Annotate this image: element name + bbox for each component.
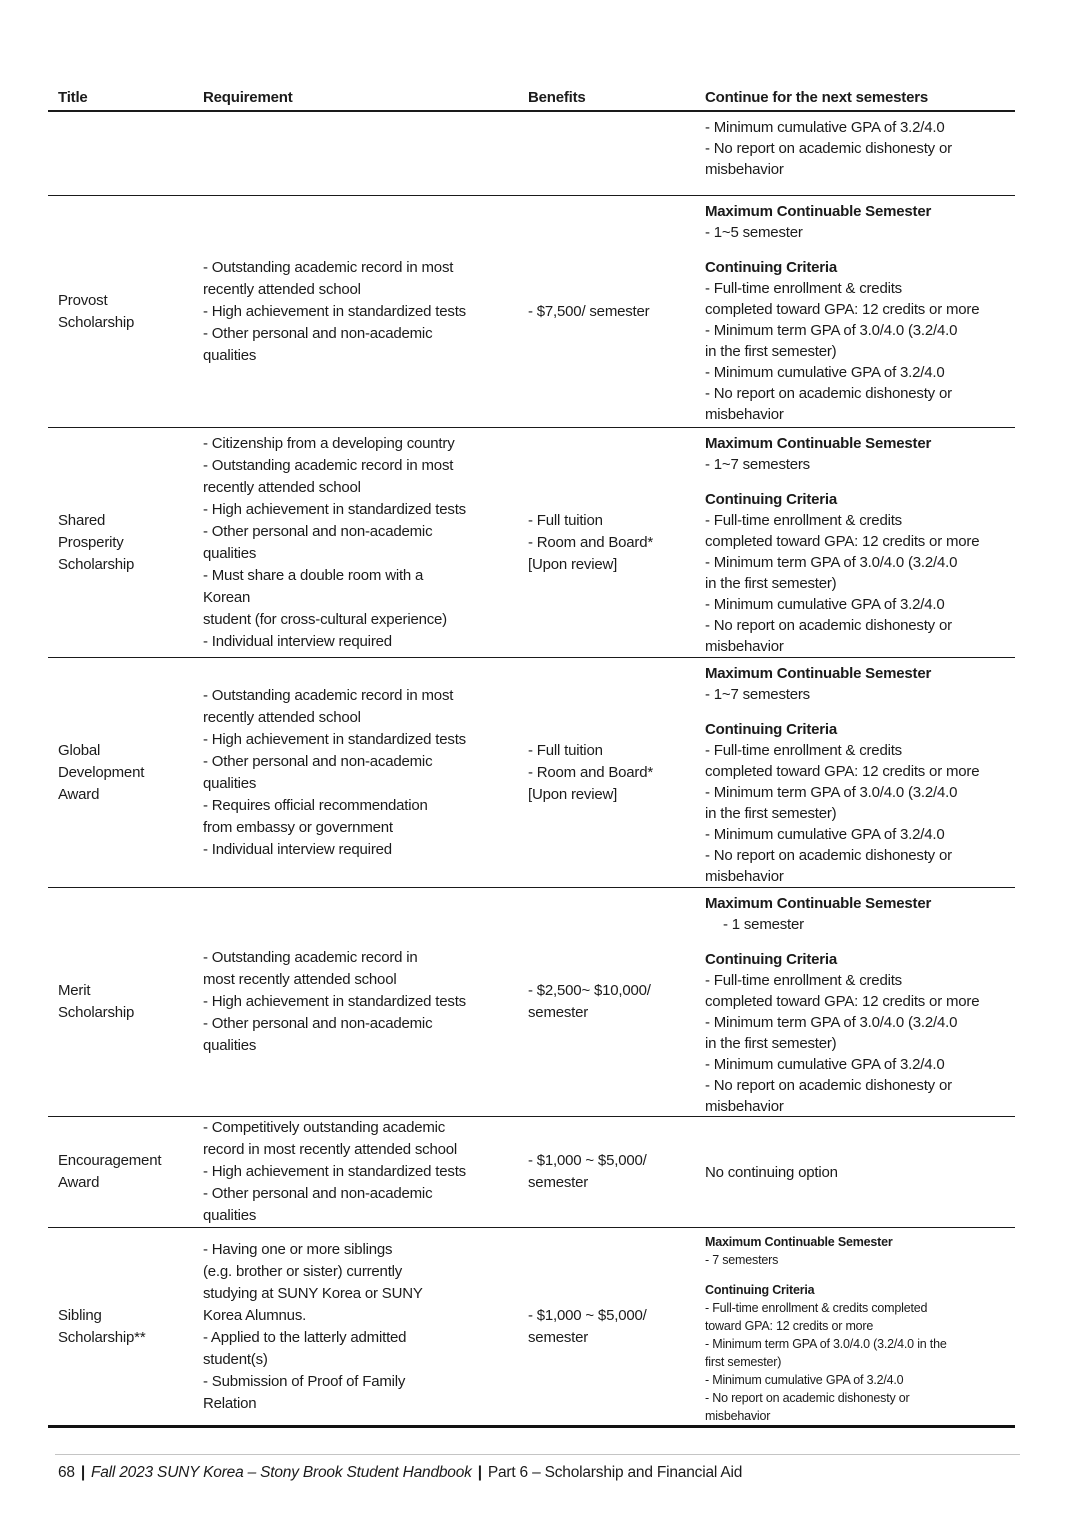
text-line: studying at SUNY Korea or SUNY [203, 1284, 423, 1302]
page-number: 68 [58, 1464, 75, 1481]
text-line [705, 1269, 1015, 1281]
requirement-cell [193, 196, 518, 427]
requirement-cell [193, 658, 518, 887]
table-row [48, 112, 1015, 196]
continue-cell [695, 1117, 1015, 1227]
title-cell [48, 1117, 193, 1227]
benefits-cell [518, 196, 695, 427]
text-line: - Minimum cumulative GPA of 3.2/4.0 [705, 826, 945, 843]
text-line: Maximum Continuable Semester [705, 203, 932, 220]
header-title: Title [58, 89, 88, 106]
text-line: - $1,000 ~ $5,000/ [528, 1152, 647, 1169]
text-line: qualities [203, 1037, 257, 1054]
footer-section: Part 6 – Scholarship and Financial Aid [487, 1464, 743, 1481]
text-line: - Applied to the latterly admitted [203, 1328, 407, 1346]
text-line: misbehavior [705, 1409, 771, 1423]
text-line: - Other personal and non-academic [203, 324, 433, 342]
text-line: - Outstanding academic record in most [203, 258, 454, 276]
text-line: - Minimum cumulative GPA of 3.2/4.0 [705, 364, 945, 381]
text-line: Continuing Criteria [705, 1283, 815, 1297]
text-line: student (for cross-cultural experience) [203, 610, 447, 628]
text-line: in the first semester) [705, 1035, 837, 1052]
text-line: - $7,500/ semester [528, 302, 650, 320]
text-line: most recently attended school [203, 971, 397, 988]
text-line: - Having one or more siblings [203, 1240, 393, 1258]
text-line: - Full-time enrollment & credits [705, 512, 902, 529]
text-line: Scholarship [58, 1004, 135, 1021]
text-line: toward GPA: 12 credits or more [705, 1319, 874, 1333]
text-line: - No report on academic dishonesty or [705, 140, 952, 157]
text-line: - 1 semester [723, 916, 804, 933]
benefits-cell [518, 1117, 695, 1227]
text-line: - High achievement in standardized tests [203, 993, 466, 1010]
text-line: from embassy or government [203, 818, 393, 836]
text-line [705, 475, 1015, 489]
text-line: completed toward GPA: 12 credits or more [705, 993, 980, 1010]
text-line: semester [528, 1328, 589, 1346]
text-line: misbehavior [705, 868, 784, 885]
table-row [48, 428, 1015, 658]
text-line: - Minimum term GPA of 3.0/4.0 (3.2/4.0 [705, 1014, 958, 1031]
footer-divider [55, 1454, 1020, 1455]
text-line: - Must share a double room with a [203, 566, 424, 584]
text-line: Sibling [58, 1306, 102, 1324]
text-line: Award [58, 1174, 100, 1191]
benefits-cell [518, 112, 695, 195]
text-line: - Full-time enrollment & credits [705, 972, 902, 989]
text-line: Encouragement [58, 1152, 162, 1169]
requirement-cell [193, 888, 518, 1116]
text-line: Maximum Continuable Semester [705, 1235, 893, 1249]
requirement-cell [193, 112, 518, 195]
text-line: - $2,500~ $10,000/ [528, 982, 651, 999]
text-line: - Minimum cumulative GPA of 3.2/4.0 [705, 596, 945, 613]
text-line: - Other personal and non-academic [203, 752, 433, 770]
text-line: Korea Alumnus. [203, 1306, 307, 1324]
text-line: - Full-time enrollment & credits [705, 742, 902, 759]
text-line: - High achievement in standardized tests [203, 730, 466, 748]
text-line: - Citizenship from a developing country [203, 434, 455, 452]
text-line: Scholarship [58, 313, 135, 331]
text-line: misbehavior [705, 161, 784, 178]
title-cell [48, 428, 193, 657]
text-line: - Individual interview required [203, 840, 392, 858]
text-line: - Other personal and non-academic [203, 522, 433, 540]
text-line: qualities [203, 774, 257, 792]
benefits-cell [518, 1228, 695, 1425]
text-line: - Competitively outstanding academic [203, 1119, 446, 1136]
text-line: - Full tuition [528, 741, 603, 759]
benefits-cell [518, 888, 695, 1116]
text-line: Scholarship** [58, 1328, 146, 1346]
text-line: - Minimum term GPA of 3.0/4.0 (3.2/4.0 [705, 784, 958, 801]
benefits-cell [518, 428, 695, 657]
footer-separator: | [477, 1464, 482, 1481]
text-line: - Outstanding academic record in [203, 949, 418, 966]
text-line: - High achievement in standardized tests [203, 302, 466, 320]
text-line: misbehavior [705, 1098, 784, 1115]
text-line: Provost [58, 291, 108, 309]
text-line: - Full tuition [528, 511, 603, 529]
title-cell [48, 888, 193, 1116]
text-line: - High achievement in standardized tests [203, 500, 466, 518]
text-line: - Other personal and non-academic [203, 1015, 433, 1032]
text-line: - 7 semesters [705, 1253, 779, 1267]
table-body [48, 112, 1015, 1428]
title-cell [48, 196, 193, 427]
text-line: Relation [203, 1394, 257, 1412]
text-line: Continuing Criteria [705, 259, 838, 276]
text-line: - Requires official recommendation [203, 796, 428, 814]
text-line: recently attended school [203, 478, 361, 496]
continue-cell [695, 112, 1015, 195]
text-line: - 1~7 semesters [705, 456, 810, 473]
text-line: - No report on academic dishonesty or [705, 847, 952, 864]
text-line: qualities [203, 1207, 257, 1224]
table-row [48, 888, 1015, 1117]
page-footer [58, 1462, 742, 1484]
requirement-cell [193, 428, 518, 657]
text-line: - Full-time enrollment & credits [705, 280, 902, 297]
text-line: Continuing Criteria [705, 491, 838, 508]
requirement-cell [193, 1117, 518, 1227]
text-line: - No report on academic dishonesty or [705, 1391, 910, 1405]
text-line: misbehavior [705, 638, 784, 655]
text-line: - Individual interview required [203, 632, 392, 650]
text-line: - No report on academic dishonesty or [705, 1077, 952, 1094]
continue-cell [695, 1228, 1015, 1425]
table-row [48, 1228, 1015, 1428]
text-line: semester [528, 1004, 589, 1021]
text-line: Korean [203, 588, 251, 606]
text-line: - Minimum term GPA of 3.0/4.0 (3.2/4.0 [705, 554, 958, 571]
table-row [48, 196, 1015, 428]
text-line: recently attended school [203, 708, 361, 726]
table-header-row [48, 86, 1015, 112]
text-line: first semester) [705, 1355, 782, 1369]
text-line [705, 705, 1015, 719]
text-line: - Room and Board* [528, 763, 654, 781]
text-line: Development [58, 763, 145, 781]
header-continue: Continue for the next semesters [705, 89, 929, 106]
text-line: record in most recently attended school [203, 1141, 458, 1158]
text-line: in the first semester) [705, 575, 837, 592]
text-line: - Room and Board* [528, 533, 654, 551]
text-line: completed toward GPA: 12 credits or more [705, 533, 980, 550]
text-line: qualities [203, 346, 257, 364]
requirement-cell [193, 1228, 518, 1425]
text-line: - High achievement in standardized tests [203, 1163, 466, 1180]
continue-cell [695, 196, 1015, 427]
text-line: Prosperity [58, 533, 124, 551]
text-line: - Minimum cumulative GPA of 3.2/4.0 [705, 1056, 945, 1073]
text-line: in the first semester) [705, 343, 837, 360]
text-line: Continuing Criteria [705, 951, 838, 968]
text-line: semester [528, 1174, 589, 1191]
text-line: - Minimum term GPA of 3.0/4.0 (3.2/4.0 in the [705, 1337, 947, 1351]
text-line: - No report on academic dishonesty or [705, 385, 952, 402]
text-line [705, 935, 1015, 949]
text-line: (e.g. brother or sister) currently [203, 1262, 403, 1280]
table-row [48, 1117, 1015, 1228]
continue-cell [695, 658, 1015, 887]
text-line: - $1,000 ~ $5,000/ [528, 1306, 647, 1324]
text-line: Global [58, 741, 101, 759]
text-line: recently attended school [203, 280, 361, 298]
continue-cell [695, 888, 1015, 1116]
text-line: [Upon review] [528, 555, 618, 573]
text-line: Award [58, 785, 100, 803]
text-line: Shared [58, 511, 106, 529]
text-line: Scholarship [58, 555, 135, 573]
table-row [48, 658, 1015, 888]
text-line: No continuing option [705, 1163, 838, 1181]
text-line: qualities [203, 544, 257, 562]
text-line: - No report on academic dishonesty or [705, 617, 952, 634]
text-line: completed toward GPA: 12 credits or more [705, 763, 980, 780]
footer-separator: | [80, 1464, 85, 1481]
title-cell [48, 658, 193, 887]
title-cell [48, 112, 193, 195]
text-line: - Minimum cumulative GPA of 3.2/4.0 [705, 119, 945, 136]
scholarship-table [48, 86, 1015, 1428]
text-line: misbehavior [705, 406, 784, 423]
text-line: - Outstanding academic record in most [203, 456, 454, 474]
header-benefits: Benefits [528, 89, 586, 106]
text-line: - Minimum cumulative GPA of 3.2/4.0 [705, 1373, 904, 1387]
text-line: Merit [58, 982, 91, 999]
text-line [705, 243, 1015, 257]
continue-cell [695, 428, 1015, 657]
text-line: - Minimum term GPA of 3.0/4.0 (3.2/4.0 [705, 322, 958, 339]
benefits-cell [518, 658, 695, 887]
text-line: student(s) [203, 1350, 268, 1368]
text-line: Maximum Continuable Semester [705, 435, 932, 452]
text-line: - 1~5 semester [705, 224, 803, 241]
text-line: in the first semester) [705, 805, 837, 822]
text-line: Maximum Continuable Semester [705, 895, 932, 912]
text-line: Continuing Criteria [705, 721, 838, 738]
text-line: - 1~7 semesters [705, 686, 810, 703]
text-line: completed toward GPA: 12 credits or more [705, 301, 980, 318]
text-line: [Upon review] [528, 785, 618, 803]
text-line: - Other personal and non-academic [203, 1185, 433, 1202]
text-line: - Full-time enrollment & credits completed [705, 1301, 928, 1315]
title-cell [48, 1228, 193, 1425]
text-line: - Submission of Proof of Family [203, 1372, 406, 1390]
header-requirement: Requirement [203, 89, 293, 106]
text-line: Maximum Continuable Semester [705, 665, 932, 682]
text-line: - Outstanding academic record in most [203, 686, 454, 704]
handbook-title: Fall 2023 SUNY Korea – Stony Brook Student Handbook [90, 1464, 472, 1481]
